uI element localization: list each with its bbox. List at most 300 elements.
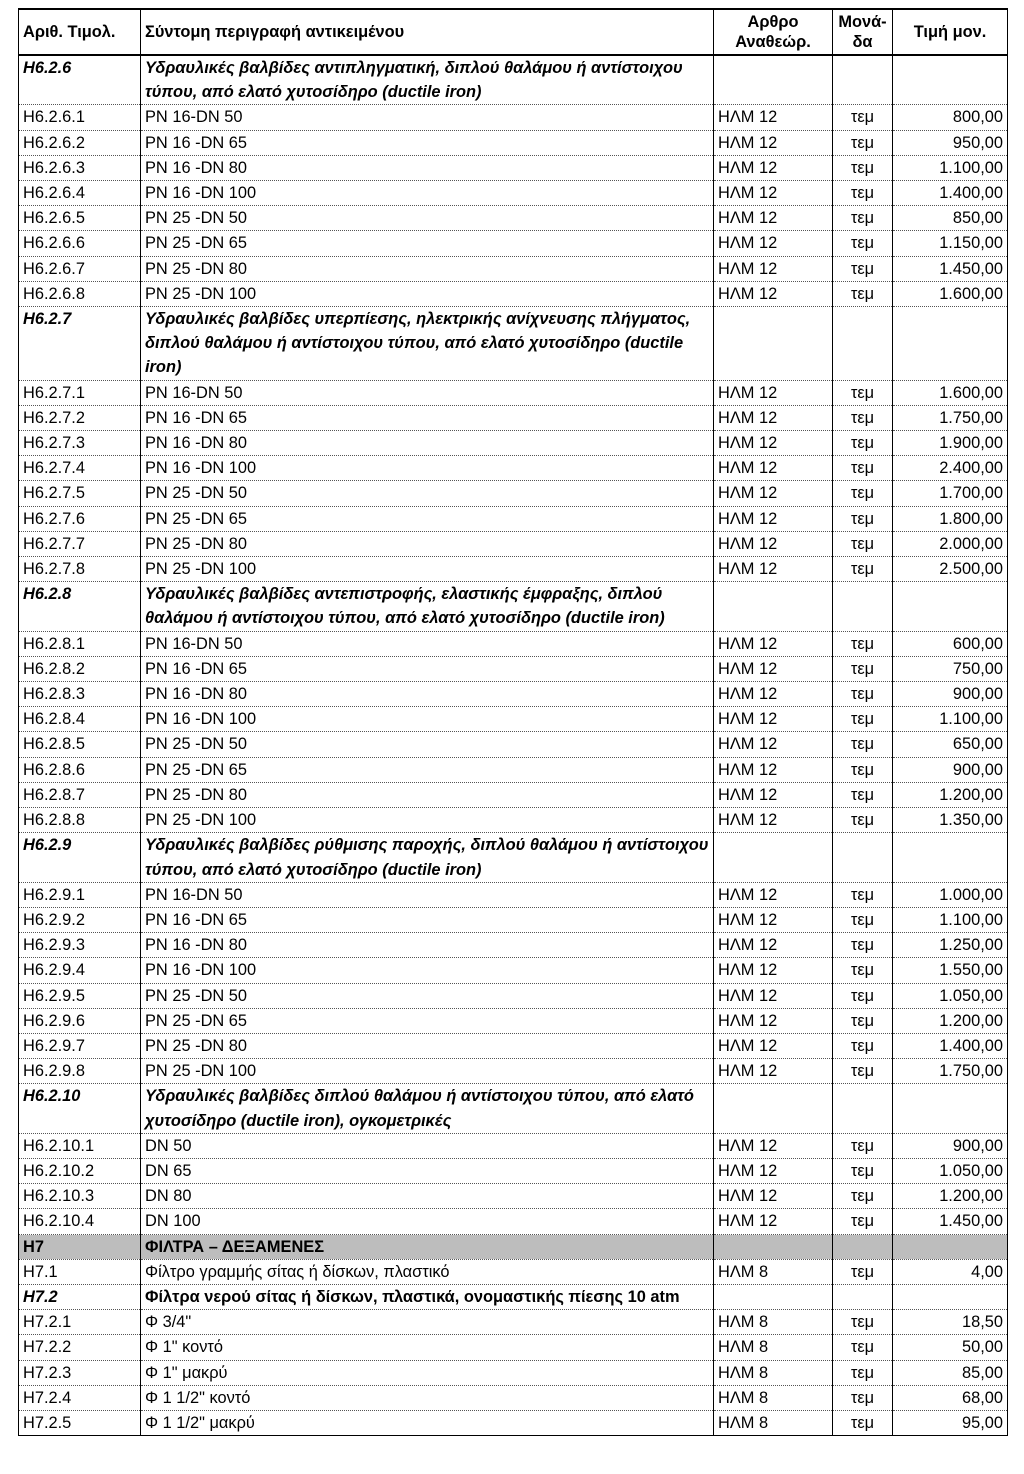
cell-price: 1.550,00 — [893, 958, 1008, 983]
table-row — [19, 481, 1008, 506]
cell-unit: τεμ — [833, 1335, 893, 1360]
cell-unit: τεμ — [833, 557, 893, 582]
cell-article: ΗΛΜ 12 — [714, 456, 833, 481]
table-row — [19, 907, 1008, 932]
table-row — [19, 1410, 1008, 1435]
cell-description: ΦΙΛΤΡΑ – ΔΕΞΑΜΕΝΕΣ — [141, 1234, 714, 1259]
cell-unit: τεμ — [833, 531, 893, 556]
header-article: Αρθρο Αναθεώρ. — [714, 9, 833, 55]
table-row — [19, 1133, 1008, 1158]
cell-unit: τεμ — [833, 631, 893, 656]
cell-description: Υδραυλικές βαλβίδες υπερπίεσης, ηλεκτρικής ανίχνευσης πλήγματος, διπλού θαλάμου ή αντίστοιχου τύπου, από ελατό χυτοσίδηρο (ductile iron) — [141, 307, 714, 381]
table-row — [19, 933, 1008, 958]
table-row — [19, 1033, 1008, 1058]
cell-price: 1.700,00 — [893, 481, 1008, 506]
cell-unit: τεμ — [833, 405, 893, 430]
table-row — [19, 1158, 1008, 1183]
group-heading-row — [19, 582, 1008, 631]
cell-price: 900,00 — [893, 757, 1008, 782]
cell-code: H6.2.9.1 — [19, 882, 141, 907]
table-row — [19, 506, 1008, 531]
cell-unit: τεμ — [833, 1158, 893, 1183]
table-row — [19, 1008, 1008, 1033]
table-row — [19, 380, 1008, 405]
cell-article: ΗΛΜ 8 — [714, 1310, 833, 1335]
cell-price: 900,00 — [893, 682, 1008, 707]
cell-unit: τεμ — [833, 757, 893, 782]
table-row — [19, 281, 1008, 306]
cell-code: H6.2.8.3 — [19, 682, 141, 707]
table-row — [19, 958, 1008, 983]
cell-article: ΗΛΜ 12 — [714, 281, 833, 306]
cell-code: H6.2.8.2 — [19, 656, 141, 681]
cell-article: ΗΛΜ 12 — [714, 380, 833, 405]
cell-description: Υδραυλικές βαλβίδες αντεπιστροφής, ελαστικής έμφραξης, διπλού θαλάμου ή αντίστοιχου τύπου, από ελατό χυτοσίδηρο (ductile iron) — [141, 582, 714, 631]
cell-code: H6.2.9.4 — [19, 958, 141, 983]
cell-description: PN 25 -DN 100 — [141, 1059, 714, 1084]
cell-price: 1.150,00 — [893, 231, 1008, 256]
table-row — [19, 105, 1008, 130]
cell-description: PN 25 -DN 50 — [141, 983, 714, 1008]
cell-unit: τεμ — [833, 933, 893, 958]
cell-description: PN 25 -DN 65 — [141, 1008, 714, 1033]
cell-article: ΗΛΜ 8 — [714, 1360, 833, 1385]
cell-article: ΗΛΜ 12 — [714, 808, 833, 833]
cell-article: ΗΛΜ 12 — [714, 707, 833, 732]
cell-article: ΗΛΜ 12 — [714, 958, 833, 983]
cell-price: 800,00 — [893, 105, 1008, 130]
cell-description: PN 16 -DN 80 — [141, 933, 714, 958]
cell-price — [893, 582, 1008, 631]
cell-article — [714, 307, 833, 381]
cell-code: H6.2.9.2 — [19, 907, 141, 932]
cell-description: DN 80 — [141, 1184, 714, 1209]
cell-description: PN 16 -DN 65 — [141, 405, 714, 430]
cell-code: H6.2.10.4 — [19, 1209, 141, 1234]
cell-unit: τεμ — [833, 808, 893, 833]
table-row — [19, 155, 1008, 180]
cell-price: 1.250,00 — [893, 933, 1008, 958]
cell-article: ΗΛΜ 12 — [714, 732, 833, 757]
cell-price: 1.400,00 — [893, 181, 1008, 206]
cell-article — [714, 55, 833, 105]
cell-price: 1.100,00 — [893, 907, 1008, 932]
cell-article: ΗΛΜ 12 — [714, 1133, 833, 1158]
cell-price: 650,00 — [893, 732, 1008, 757]
cell-article: ΗΛΜ 12 — [714, 431, 833, 456]
cell-description: PN 16 -DN 65 — [141, 907, 714, 932]
cell-unit: τεμ — [833, 782, 893, 807]
cell-article: ΗΛΜ 12 — [714, 105, 833, 130]
cell-code: H6.2.8 — [19, 582, 141, 631]
cell-unit: τεμ — [833, 1259, 893, 1284]
cell-article — [714, 1084, 833, 1133]
cell-description: Φίλτρα νερού σίτας ή δίσκων, πλαστικά, ονομαστικής πίεσης 10 atm — [141, 1284, 714, 1309]
cell-article: ΗΛΜ 12 — [714, 1033, 833, 1058]
cell-code: H6.2.9 — [19, 833, 141, 882]
cell-description: PN 25 -DN 80 — [141, 782, 714, 807]
cell-code: H6.2.7.2 — [19, 405, 141, 430]
cell-code: H6.2.9.7 — [19, 1033, 141, 1058]
cell-code: H7.2.5 — [19, 1410, 141, 1435]
cell-description: PN 25 -DN 50 — [141, 206, 714, 231]
cell-unit: τεμ — [833, 682, 893, 707]
cell-price — [893, 1284, 1008, 1309]
cell-article: ΗΛΜ 12 — [714, 933, 833, 958]
table-row — [19, 882, 1008, 907]
cell-article: ΗΛΜ 12 — [714, 757, 833, 782]
cell-description: PN 25 -DN 100 — [141, 808, 714, 833]
cell-description: PN 16 -DN 65 — [141, 130, 714, 155]
cell-description: PN 25 -DN 50 — [141, 732, 714, 757]
table-row — [19, 1059, 1008, 1084]
cell-price — [893, 1234, 1008, 1259]
table-row — [19, 631, 1008, 656]
cell-price — [893, 1084, 1008, 1133]
cell-price: 1.050,00 — [893, 983, 1008, 1008]
table-row — [19, 782, 1008, 807]
cell-unit: τεμ — [833, 155, 893, 180]
cell-unit: τεμ — [833, 456, 893, 481]
cell-code: H7.1 — [19, 1259, 141, 1284]
cell-description: Υδραυλικές βαλβίδες διπλού θαλάμου ή αντίστοιχου τύπου, από ελατό χυτοσίδηρο (ductile iron), ογκομετρικές — [141, 1084, 714, 1133]
cell-description: PN 25 -DN 100 — [141, 557, 714, 582]
cell-price: 1.100,00 — [893, 707, 1008, 732]
cell-description: Φ 1" κοντό — [141, 1335, 714, 1360]
cell-description: PN 16-DN 50 — [141, 105, 714, 130]
cell-price: 1.200,00 — [893, 1008, 1008, 1033]
cell-price — [893, 307, 1008, 381]
cell-price — [893, 55, 1008, 105]
cell-unit — [833, 307, 893, 381]
cell-code: H6.2.10.1 — [19, 1133, 141, 1158]
section-heading-row — [19, 1234, 1008, 1259]
cell-unit: τεμ — [833, 181, 893, 206]
cell-description: Υδραυλικές βαλβίδες αντιπληγματική, διπλού θαλάμου ή αντίστοιχου τύπου, από ελατό χυτοσίδηρο (ductile iron) — [141, 55, 714, 105]
cell-article: ΗΛΜ 12 — [714, 682, 833, 707]
cell-code: H7.2.4 — [19, 1385, 141, 1410]
cell-unit: τεμ — [833, 1410, 893, 1435]
table-row — [19, 1259, 1008, 1284]
cell-unit: τεμ — [833, 1133, 893, 1158]
cell-price: 1.350,00 — [893, 808, 1008, 833]
cell-article: ΗΛΜ 12 — [714, 531, 833, 556]
cell-unit: τεμ — [833, 1209, 893, 1234]
group-heading-row — [19, 307, 1008, 381]
table-row — [19, 431, 1008, 456]
cell-price: 1.600,00 — [893, 281, 1008, 306]
cell-price: 95,00 — [893, 1410, 1008, 1435]
cell-article: ΗΛΜ 12 — [714, 481, 833, 506]
cell-unit — [833, 1234, 893, 1259]
cell-price: 68,00 — [893, 1385, 1008, 1410]
cell-article: ΗΛΜ 12 — [714, 782, 833, 807]
table-row — [19, 256, 1008, 281]
group-heading-row — [19, 833, 1008, 882]
cell-code: H6.2.8.8 — [19, 808, 141, 833]
table-row — [19, 405, 1008, 430]
cell-article: ΗΛΜ 12 — [714, 882, 833, 907]
table-row — [19, 531, 1008, 556]
cell-unit: τεμ — [833, 481, 893, 506]
cell-article: ΗΛΜ 12 — [714, 1209, 833, 1234]
cell-description: PN 25 -DN 100 — [141, 281, 714, 306]
cell-price: 4,00 — [893, 1259, 1008, 1284]
table-row — [19, 206, 1008, 231]
table-row — [19, 1360, 1008, 1385]
cell-article: ΗΛΜ 12 — [714, 206, 833, 231]
cell-code: H6.2.6.3 — [19, 155, 141, 180]
cell-code: H7.2 — [19, 1284, 141, 1309]
table-header — [19, 9, 1008, 55]
cell-unit: τεμ — [833, 1310, 893, 1335]
cell-article: ΗΛΜ 12 — [714, 1059, 833, 1084]
cell-unit: τεμ — [833, 983, 893, 1008]
table-row — [19, 732, 1008, 757]
cell-description: PN 25 -DN 80 — [141, 256, 714, 281]
cell-code: H6.2.6.4 — [19, 181, 141, 206]
cell-price: 2.400,00 — [893, 456, 1008, 481]
cell-description: PN 25 -DN 65 — [141, 757, 714, 782]
cell-article — [714, 1284, 833, 1309]
table-row — [19, 1184, 1008, 1209]
cell-article: ΗΛΜ 12 — [714, 656, 833, 681]
cell-article: ΗΛΜ 8 — [714, 1335, 833, 1360]
cell-article: ΗΛΜ 12 — [714, 557, 833, 582]
table-row — [19, 757, 1008, 782]
cell-unit — [833, 833, 893, 882]
table-body — [19, 55, 1008, 1436]
cell-unit: τεμ — [833, 1059, 893, 1084]
cell-unit: τεμ — [833, 1033, 893, 1058]
cell-price: 1.600,00 — [893, 380, 1008, 405]
table-row — [19, 983, 1008, 1008]
cell-unit — [833, 582, 893, 631]
cell-price: 1.400,00 — [893, 1033, 1008, 1058]
cell-description: PN 16 -DN 100 — [141, 958, 714, 983]
cell-unit: τεμ — [833, 105, 893, 130]
cell-unit — [833, 1084, 893, 1133]
cell-price — [893, 833, 1008, 882]
cell-price: 1.100,00 — [893, 155, 1008, 180]
cell-price: 50,00 — [893, 1335, 1008, 1360]
cell-price: 1.450,00 — [893, 256, 1008, 281]
table-row — [19, 1335, 1008, 1360]
table-row — [19, 456, 1008, 481]
cell-description: PN 16-DN 50 — [141, 882, 714, 907]
cell-description: PN 16 -DN 80 — [141, 431, 714, 456]
table-row — [19, 181, 1008, 206]
table-row — [19, 656, 1008, 681]
table-row — [19, 682, 1008, 707]
cell-unit: τεμ — [833, 281, 893, 306]
table-row — [19, 1385, 1008, 1410]
cell-unit: τεμ — [833, 231, 893, 256]
cell-code: H6.2.7 — [19, 307, 141, 381]
cell-description: PN 25 -DN 50 — [141, 481, 714, 506]
cell-article: ΗΛΜ 12 — [714, 405, 833, 430]
cell-code: H6.2.10.3 — [19, 1184, 141, 1209]
cell-article: ΗΛΜ 12 — [714, 631, 833, 656]
cell-code: H7.2.1 — [19, 1310, 141, 1335]
cell-price: 1.450,00 — [893, 1209, 1008, 1234]
cell-description: PN 16-DN 50 — [141, 380, 714, 405]
cell-article: ΗΛΜ 12 — [714, 181, 833, 206]
cell-price: 1.750,00 — [893, 405, 1008, 430]
cell-description: PN 25 -DN 65 — [141, 506, 714, 531]
cell-code: H7.2.2 — [19, 1335, 141, 1360]
cell-description: DN 100 — [141, 1209, 714, 1234]
cell-unit: τεμ — [833, 1385, 893, 1410]
cell-price: 2.500,00 — [893, 557, 1008, 582]
cell-unit: τεμ — [833, 206, 893, 231]
cell-description: Φ 3/4" — [141, 1310, 714, 1335]
cell-code: H6.2.9.8 — [19, 1059, 141, 1084]
cell-article: ΗΛΜ 12 — [714, 907, 833, 932]
cell-description: DN 50 — [141, 1133, 714, 1158]
subgroup-heading-row — [19, 1284, 1008, 1309]
cell-price: 850,00 — [893, 206, 1008, 231]
cell-price: 85,00 — [893, 1360, 1008, 1385]
cell-unit: τεμ — [833, 1008, 893, 1033]
cell-price: 2.000,00 — [893, 531, 1008, 556]
table-row — [19, 1209, 1008, 1234]
cell-unit: τεμ — [833, 130, 893, 155]
cell-code: H6.2.10.2 — [19, 1158, 141, 1183]
cell-code: H6.2.6.2 — [19, 130, 141, 155]
cell-price: 1.200,00 — [893, 782, 1008, 807]
cell-code: H6.2.6.5 — [19, 206, 141, 231]
cell-code: H6.2.9.3 — [19, 933, 141, 958]
cell-price: 600,00 — [893, 631, 1008, 656]
cell-article: ΗΛΜ 12 — [714, 506, 833, 531]
cell-code: H6.2.7.7 — [19, 531, 141, 556]
header-price: Τιμή μον. — [893, 9, 1008, 55]
cell-article — [714, 833, 833, 882]
table-row — [19, 808, 1008, 833]
cell-description: Φ 1" μακρύ — [141, 1360, 714, 1385]
cell-code: H6.2.6.8 — [19, 281, 141, 306]
cell-article: ΗΛΜ 8 — [714, 1259, 833, 1284]
cell-code: H6.2.7.8 — [19, 557, 141, 582]
cell-code: H6.2.6.6 — [19, 231, 141, 256]
cell-description: Φ 1 1/2" κοντό — [141, 1385, 714, 1410]
cell-article: ΗΛΜ 12 — [714, 1008, 833, 1033]
table-row — [19, 557, 1008, 582]
cell-code: H6.2.8.7 — [19, 782, 141, 807]
cell-article: ΗΛΜ 12 — [714, 1184, 833, 1209]
cell-description: PN 16 -DN 80 — [141, 155, 714, 180]
cell-description: PN 25 -DN 80 — [141, 1033, 714, 1058]
cell-unit: τεμ — [833, 256, 893, 281]
cell-article — [714, 1234, 833, 1259]
cell-code: H6.2.7.1 — [19, 380, 141, 405]
table-row — [19, 707, 1008, 732]
cell-code: H7 — [19, 1234, 141, 1259]
cell-price: 1.900,00 — [893, 431, 1008, 456]
cell-code: H6.2.7.5 — [19, 481, 141, 506]
cell-description: PN 16 -DN 100 — [141, 707, 714, 732]
cell-unit: τεμ — [833, 907, 893, 932]
cell-unit: τεμ — [833, 506, 893, 531]
cell-article: ΗΛΜ 8 — [714, 1410, 833, 1435]
header-description: Σύντομη περιγραφή αντικειμένου — [141, 9, 714, 55]
price-table — [18, 8, 1008, 1436]
table-row — [19, 1310, 1008, 1335]
cell-code: H6.2.10 — [19, 1084, 141, 1133]
cell-price: 18,50 — [893, 1310, 1008, 1335]
cell-unit: τεμ — [833, 1184, 893, 1209]
cell-code: H6.2.6.1 — [19, 105, 141, 130]
cell-unit: τεμ — [833, 1360, 893, 1385]
cell-description: PN 16 -DN 100 — [141, 456, 714, 481]
cell-price: 1.750,00 — [893, 1059, 1008, 1084]
cell-description: PN 16-DN 50 — [141, 631, 714, 656]
cell-article: ΗΛΜ 12 — [714, 1158, 833, 1183]
cell-description: PN 16 -DN 100 — [141, 181, 714, 206]
cell-description: Φίλτρο γραμμής σίτας ή δίσκων, πλαστικό — [141, 1259, 714, 1284]
cell-code: H7.2.3 — [19, 1360, 141, 1385]
group-heading-row — [19, 1084, 1008, 1133]
cell-unit: τεμ — [833, 732, 893, 757]
cell-price: 1.050,00 — [893, 1158, 1008, 1183]
cell-article: ΗΛΜ 8 — [714, 1385, 833, 1410]
cell-price: 1.200,00 — [893, 1184, 1008, 1209]
header-unit: Μονά- δα — [833, 9, 893, 55]
cell-code: H6.2.7.3 — [19, 431, 141, 456]
cell-code: H6.2.6.7 — [19, 256, 141, 281]
cell-article: ΗΛΜ 12 — [714, 231, 833, 256]
cell-price: 1.000,00 — [893, 882, 1008, 907]
cell-unit: τεμ — [833, 707, 893, 732]
cell-code: H6.2.7.6 — [19, 506, 141, 531]
cell-code: H6.2.9.6 — [19, 1008, 141, 1033]
cell-code: H6.2.8.6 — [19, 757, 141, 782]
cell-code: H6.2.9.5 — [19, 983, 141, 1008]
cell-description: Υδραυλικές βαλβίδες ρύθμισης παροχής, διπλού θαλάμου ή αντίστοιχου τύπου, από ελατό χυτοσίδηρο (ductile iron) — [141, 833, 714, 882]
cell-unit — [833, 1284, 893, 1309]
cell-description: PN 16 -DN 80 — [141, 682, 714, 707]
cell-price: 950,00 — [893, 130, 1008, 155]
cell-unit: τεμ — [833, 882, 893, 907]
cell-unit: τεμ — [833, 431, 893, 456]
cell-price: 900,00 — [893, 1133, 1008, 1158]
cell-description: PN 25 -DN 65 — [141, 231, 714, 256]
header-code: Αριθ. Τιμολ. — [19, 9, 141, 55]
cell-description: DN 65 — [141, 1158, 714, 1183]
cell-unit: τεμ — [833, 656, 893, 681]
cell-unit: τεμ — [833, 380, 893, 405]
cell-article: ΗΛΜ 12 — [714, 256, 833, 281]
price-list-page — [18, 8, 1007, 1436]
cell-article — [714, 582, 833, 631]
cell-price: 1.800,00 — [893, 506, 1008, 531]
cell-code: H6.2.8.4 — [19, 707, 141, 732]
cell-code: H6.2.8.1 — [19, 631, 141, 656]
cell-article: ΗΛΜ 12 — [714, 130, 833, 155]
group-heading-row — [19, 55, 1008, 105]
cell-unit — [833, 55, 893, 105]
cell-description: PN 16 -DN 65 — [141, 656, 714, 681]
cell-code: H6.2.7.4 — [19, 456, 141, 481]
cell-unit: τεμ — [833, 958, 893, 983]
table-row — [19, 130, 1008, 155]
cell-description: PN 25 -DN 80 — [141, 531, 714, 556]
cell-article: ΗΛΜ 12 — [714, 155, 833, 180]
table-row — [19, 231, 1008, 256]
cell-code: H6.2.8.5 — [19, 732, 141, 757]
cell-description: Φ 1 1/2" μακρύ — [141, 1410, 714, 1435]
